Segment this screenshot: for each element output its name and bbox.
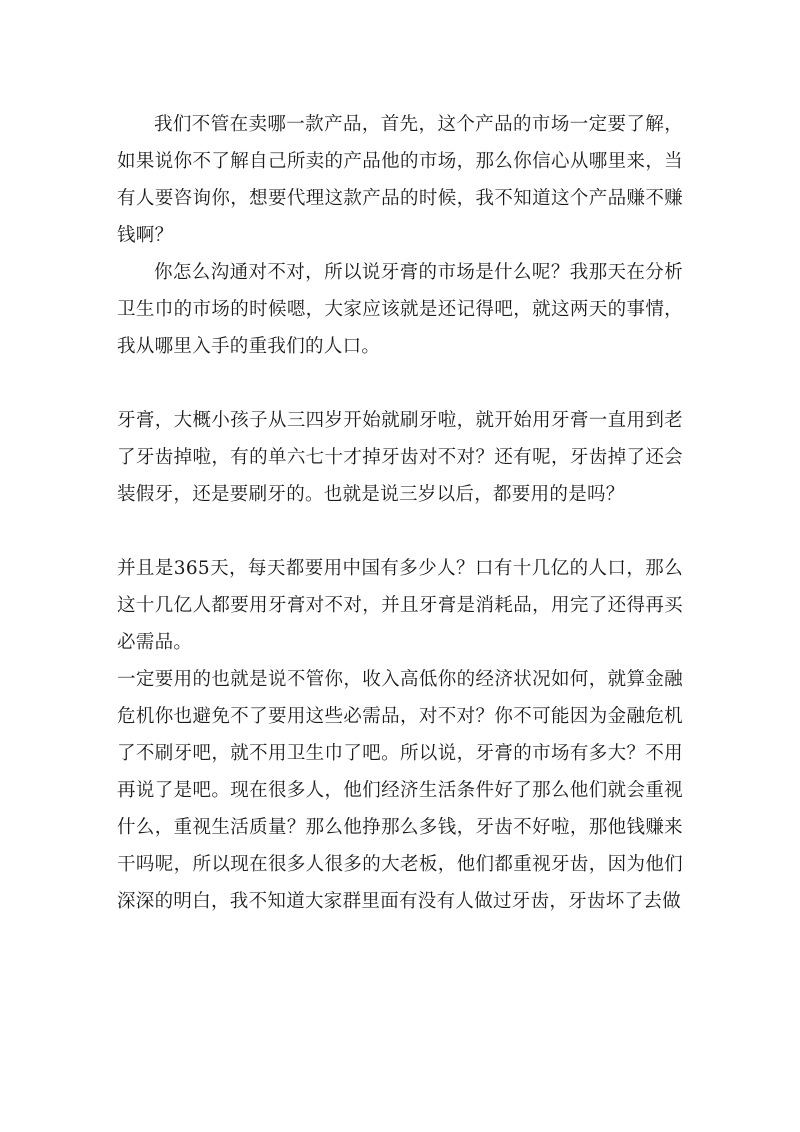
paragraph-2: 你怎么沟通对不对，所以说牙膏的市场是什么呢？我那天在分析卫生巾的市场的时候嗯，大家应该就是还记得吧，就这两天的事情，我从哪里入手的重我们的人口。 [117,262,683,357]
paragraph-5: 一定要用的也就是说不管你，收入高低你的经济状况如何，就算金融危机你也避免不了要用这些必需品，对不对？你不可能因为金融危机了不刷牙吧，就不用卫生巾了吧。所以说，牙膏的市场有多大？不用再说了是吧。现在很多人，他们经济生活条件好了那么他们就会重视什么，重视生活质量？那么他挣那么多钱，牙齿不好啦，那他钱赚来干吗呢，所以现在很多人很多的大老板，他们都重视牙齿，因为他们深深的明白，我不知道大家群里面有没有人做过牙齿，牙齿坏了去做 [117,669,683,912]
paragraph-1: 我们不管在卖哪一款产品，首先，这个产品的市场一定要了解，如果说你不了解自己所卖的产品他的市场，那么你信心从哪里来，当有人要咨询你，想要代理这款产品的时候，我不知道这个产品赚不赚钱啊？ [117,114,683,246]
paragraph-3: 牙膏，大概小孩子从三四岁开始就刷牙啦，就开始用牙膏一直用到老了牙齿掉啦，有的单六七十才掉牙齿对不对？还有呢，牙齿掉了还会装假牙，还是要刷牙的。也就是说三岁以后，都要用的是吗？ [117,410,683,505]
document-body [117,106,683,920]
paragraph-4: 并且是365天，每天都要用中国有多少人？口有十几亿的人口，那么这十几亿人都要用牙膏对不对，并且牙膏是消耗品，用完了还得再买必需品。 [117,558,683,653]
